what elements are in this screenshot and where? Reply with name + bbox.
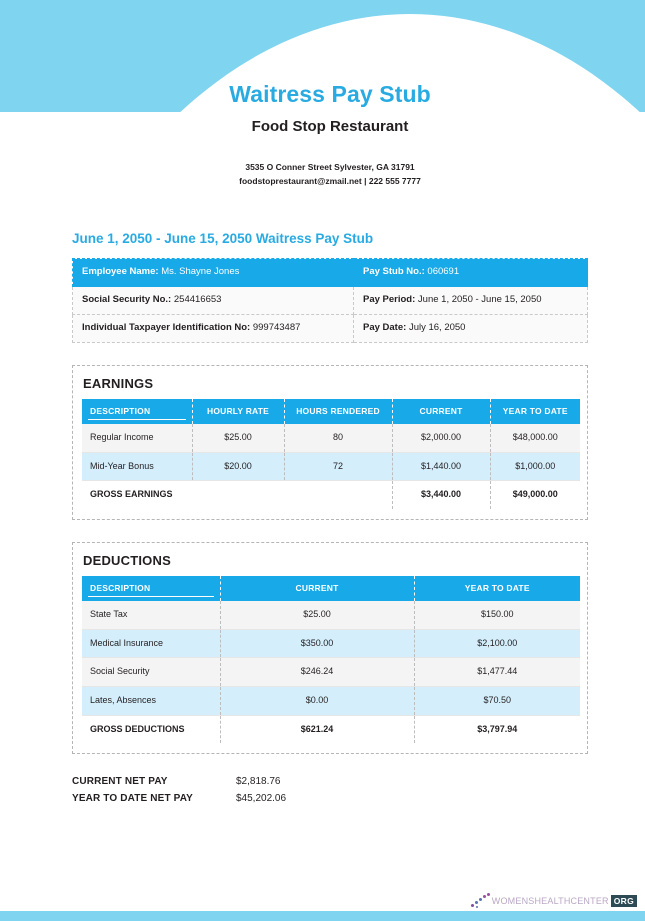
ytd-net-pay-label: YEAR TO DATE NET PAY — [72, 793, 193, 805]
table-row — [82, 629, 580, 658]
deduction-current: $350.00 — [220, 629, 414, 658]
deductions-col-year-to-date: YEAR TO DATE — [414, 576, 580, 601]
table-row — [82, 424, 580, 452]
current-net-pay-label: CURRENT NET PAY — [72, 776, 168, 788]
gross-deductions-current: $621.24 — [220, 715, 414, 743]
table-row — [73, 287, 588, 315]
deduction-description: Medical Insurance — [82, 629, 220, 658]
table-row — [82, 658, 580, 687]
company-address: 3535 O Conner Street Sylvester, GA 31791 — [245, 162, 415, 173]
deduction-year-to-date: $1,477.44 — [414, 658, 580, 687]
earnings-col-current: CURRENT — [392, 399, 490, 424]
earnings-current: $2,000.00 — [392, 424, 490, 452]
deduction-year-to-date: $150.00 — [414, 601, 580, 629]
earnings-year-to-date: $1,000.00 — [490, 452, 580, 481]
earnings-hourly-rate: $20.00 — [192, 452, 284, 481]
ssn-cell — [73, 287, 354, 315]
pay-date-value: July 16, 2050 — [408, 322, 466, 334]
gross-earnings-row — [82, 481, 580, 509]
company-name: Food Stop Restaurant — [251, 117, 409, 135]
deduction-year-to-date: $70.50 — [414, 686, 580, 715]
footer-logo — [470, 893, 637, 909]
pay-date-label: Pay Date: — [363, 322, 407, 334]
itin-value: 999743487 — [252, 322, 301, 334]
itin-label: Individual Taxpayer Identification No: — [82, 322, 251, 334]
net-pay-summary — [72, 776, 412, 804]
ssn-label: Social Security No.: — [82, 294, 172, 306]
table-row — [73, 315, 588, 343]
pay-date-cell — [354, 315, 588, 343]
employee-name-cell — [73, 259, 354, 287]
employee-name-label: Employee Name: — [82, 266, 159, 278]
deductions-section-title: DEDUCTIONS — [83, 552, 171, 568]
page-title: Waitress Pay Stub — [229, 81, 431, 107]
gross-earnings-current: $3,440.00 — [392, 481, 490, 509]
earnings-section-title: EARNINGS — [83, 375, 154, 391]
deduction-current: $246.24 — [220, 658, 414, 687]
gross-earnings-spacer-1 — [192, 481, 284, 509]
gross-earnings-spacer-2 — [284, 481, 392, 509]
deduction-current: $0.00 — [220, 686, 414, 715]
table-row — [82, 601, 580, 629]
earnings-col-hourly-rate: HOURLY RATE — [192, 399, 284, 424]
gross-earnings-year-to-date: $49,000.00 — [490, 481, 580, 509]
gross-deductions-label: GROSS DEDUCTIONS — [82, 715, 220, 743]
table-header-row — [82, 576, 580, 601]
earnings-col-year-to-date: YEAR TO DATE — [490, 399, 580, 424]
earnings-col-hours-rendered: HOURS RENDERED — [284, 399, 392, 424]
deduction-description: Lates, Absences — [82, 686, 220, 715]
table-row — [82, 452, 580, 481]
dots-arc-icon — [470, 893, 492, 909]
pay-period-label: Pay Period: — [363, 294, 416, 306]
deductions-table — [82, 576, 580, 743]
current-net-pay-row — [72, 776, 412, 787]
pay-stub-no-value: 060691 — [427, 266, 460, 278]
deduction-description: State Tax — [82, 601, 220, 629]
deductions-section — [72, 542, 588, 754]
earnings-section — [72, 365, 588, 520]
table-row — [82, 686, 580, 715]
table-header-row — [82, 399, 580, 424]
deduction-current: $25.00 — [220, 601, 414, 629]
deduction-year-to-date: $2,100.00 — [414, 629, 580, 658]
ytd-net-pay-row — [72, 793, 412, 804]
pay-period-value: June 1, 2050 - June 15, 2050 — [417, 294, 542, 306]
current-net-pay-value: $2,818.76 — [236, 776, 281, 788]
earnings-description: Regular Income — [82, 424, 192, 452]
earnings-table — [82, 399, 580, 509]
earnings-hourly-rate: $25.00 — [192, 424, 284, 452]
deductions-col-description: DESCRIPTION — [82, 576, 220, 601]
itin-cell — [73, 315, 354, 343]
employee-name-value: Ms. Shayne Jones — [161, 266, 240, 278]
earnings-current: $1,440.00 — [392, 452, 490, 481]
pay-stub-no-cell — [354, 259, 588, 287]
ytd-net-pay-value: $45,202.06 — [236, 793, 287, 805]
pay-period-cell — [354, 287, 588, 315]
deduction-description: Social Security — [82, 658, 220, 687]
ssn-value: 254416653 — [173, 294, 222, 306]
earnings-year-to-date: $48,000.00 — [490, 424, 580, 452]
deductions-col-current: CURRENT — [220, 576, 414, 601]
earnings-description: Mid-Year Bonus — [82, 452, 192, 481]
pay-stub-no-label: Pay Stub No.: — [363, 266, 425, 278]
earnings-hours-rendered: 80 — [284, 424, 392, 452]
employee-info-table — [72, 258, 588, 342]
company-contact-block — [72, 160, 588, 188]
document-content — [72, 80, 588, 810]
earnings-col-description: DESCRIPTION — [82, 399, 192, 424]
company-email-phone: foodstoprestaurant@zmail.net | 222 555 7777 — [239, 176, 421, 187]
bottom-decorative-banner — [0, 911, 645, 921]
footer-logo-tld: ORG — [611, 895, 637, 907]
pay-period-heading: June 1, 2050 - June 15, 2050 Waitress Pay Stub — [72, 231, 374, 247]
table-row — [73, 259, 588, 287]
gross-deductions-row — [82, 715, 580, 743]
gross-earnings-label: GROSS EARNINGS — [82, 481, 192, 509]
earnings-hours-rendered: 72 — [284, 452, 392, 481]
footer-logo-word: WOMENSHEALTHCENTER — [491, 896, 609, 906]
gross-deductions-year-to-date: $3,797.94 — [414, 715, 580, 743]
